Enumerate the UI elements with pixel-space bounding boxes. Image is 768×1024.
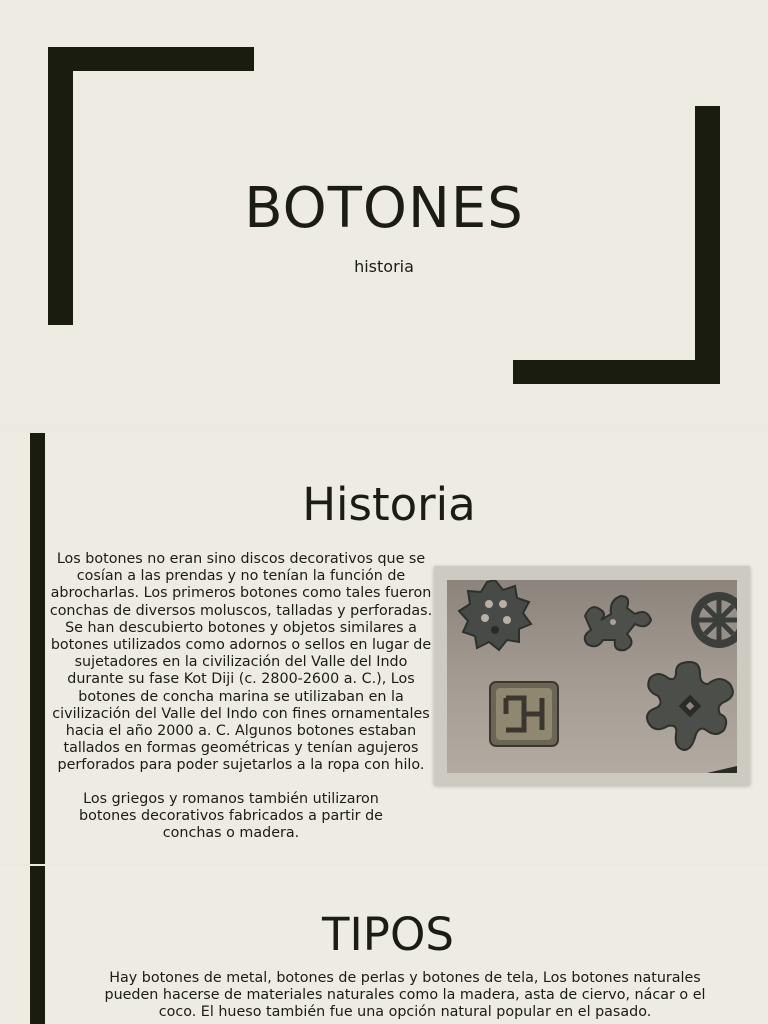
corner-bracket-bottom-horizontal — [513, 360, 720, 384]
historia-title: Historia — [302, 478, 476, 531]
tipos-title: TIPOS — [322, 908, 454, 961]
corner-bracket-bottom-vertical — [695, 106, 720, 384]
presentation-subtitle: historia — [354, 257, 414, 276]
corner-bracket-top-horizontal — [48, 47, 254, 71]
ancient-buttons-photo — [434, 566, 750, 785]
presentation-title: BOTONES — [244, 176, 524, 241]
historia-paragraph-2: Los griegos y romanos también utilizaron botones decorativos fabricados a partir de conchas o madera. — [79, 791, 383, 842]
historia-slide — [0, 433, 768, 864]
title-slide — [0, 0, 768, 425]
tipos-paragraph: Hay botones de metal, botones de perlas y botones de tela, Los botones naturales pueden hacerse de materiales naturales como la madera, asta de ciervo, nácar o el coco. El hueso también fue una opción natural popular en el pasado. — [104, 970, 706, 1021]
historia-paragraph-1: Los botones no eran sino discos decorativos que se cosían a las prendas y no tenían la función de abrocharlas. Los primeros botones como tales fueron conchas de diversos moluscos, talladas y perforadas. Se han descubierto botones y objetos similares a botones utilizados como adornos o sellos en lugar de sujetadores en la civilización del Valle del Indo durante su fase Kot Diji (c. 2800-2600 a. C.), Los botones de concha marina se utilizaban en la civilización del Valle del Indo con fines ornamentales hacia el año 2000 a. C. Algunos botones estaban tallados en formas geométricas y tenían agujeros perforados para poder sujetarlos a la ropa con hilo. — [49, 551, 433, 774]
ancient-buttons-image — [447, 580, 737, 773]
tipos-slide — [0, 866, 768, 1024]
square-seal-artifact — [490, 682, 558, 746]
